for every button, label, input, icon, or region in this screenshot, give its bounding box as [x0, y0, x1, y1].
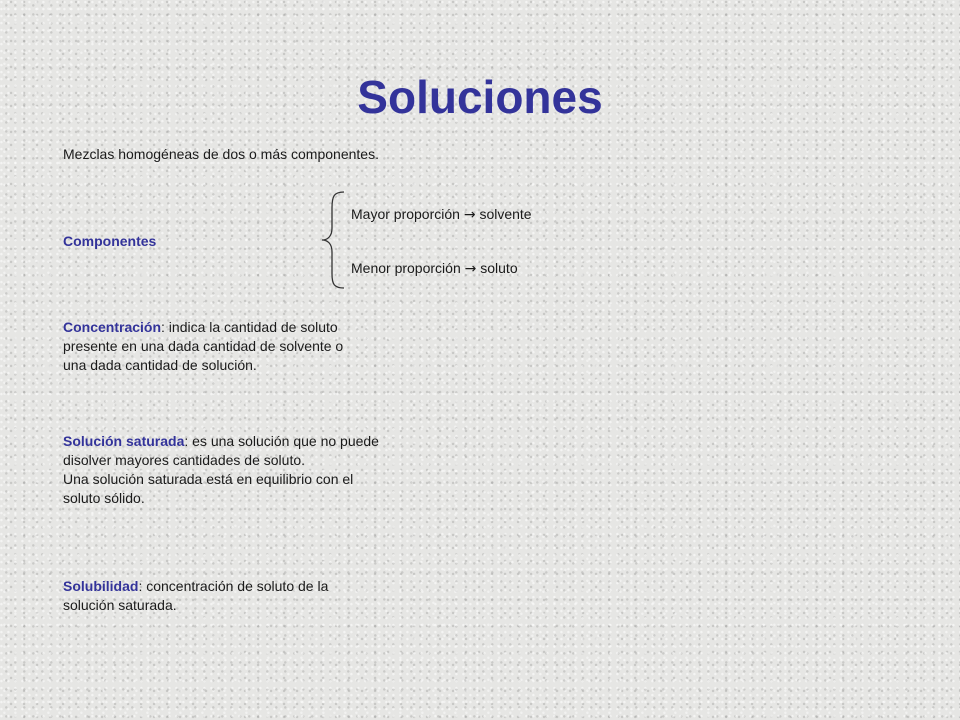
concentracion-term: Concentración [63, 319, 162, 335]
definition-text: Mezclas homogéneas de dos o más componentes. [63, 146, 379, 162]
mayor-proporcion-text: Mayor proporción [351, 206, 460, 222]
concentracion-line2: presente en una dada cantidad de solvente o [63, 338, 344, 354]
solubilidad-line1: : concentración de soluto de la [138, 578, 329, 594]
saturada-line3: Una solución saturada está en equilibrio con el [63, 471, 354, 487]
saturada-line2: disolver mayores cantidades de soluto. [63, 452, 306, 468]
slide-title: Soluciones [357, 71, 603, 123]
menor-proporcion-text: Menor proporción [351, 260, 461, 276]
concentracion-line3: una dada cantidad de solución. [63, 357, 257, 373]
componentes-label: Componentes [63, 233, 157, 249]
concentracion-block [63, 318, 343, 375]
mayor-proporcion-line [351, 205, 532, 225]
saturada-line1: : es una solución que no puede [184, 433, 379, 449]
concentracion-line1: : indica la cantidad de soluto [161, 319, 338, 335]
saturada-block [63, 432, 379, 508]
soluto-text: soluto [480, 260, 518, 276]
saturada-line4: soluto sólido. [63, 490, 145, 506]
arrow-right-icon: → [464, 261, 477, 277]
arrow-right-icon: → [463, 207, 476, 223]
menor-proporcion-line [351, 259, 518, 279]
brace-icon [318, 190, 348, 290]
saturada-term: Solución saturada [63, 433, 185, 449]
solubilidad-line2: solución saturada. [63, 597, 177, 613]
solubilidad-block [63, 577, 328, 615]
solvente-text: solvente [479, 206, 532, 222]
solubilidad-term: Solubilidad [63, 578, 139, 594]
